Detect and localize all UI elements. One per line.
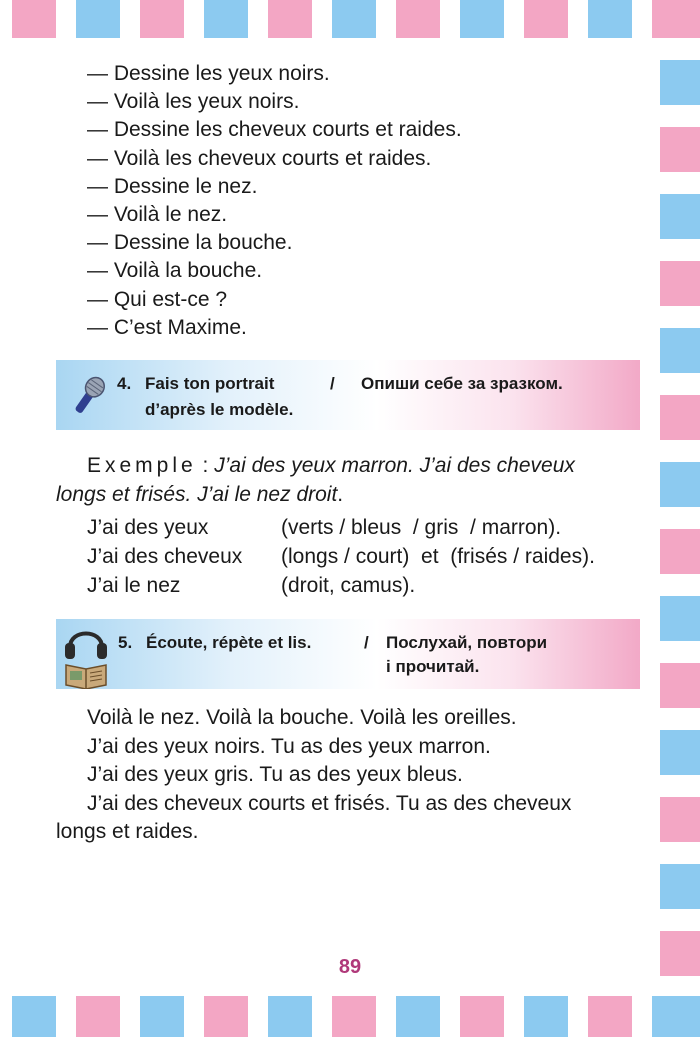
border-square <box>660 127 700 172</box>
border-square <box>268 996 312 1037</box>
example-colon: : <box>196 454 215 477</box>
reading-paragraph <box>56 704 646 847</box>
border-square <box>660 194 700 239</box>
dialog-line: — Dessine les cheveux courts et raides. <box>87 118 462 142</box>
border-square <box>524 996 568 1037</box>
dialog-line: — Voilà le nez. <box>87 203 228 227</box>
border-square <box>588 996 632 1037</box>
border-square <box>268 0 312 38</box>
pattern-left: J’ai le nez <box>87 574 181 597</box>
exercise-4-separator: / <box>330 374 335 393</box>
dialog-line: — Dessine le nez. <box>87 174 258 198</box>
border-square <box>588 0 632 38</box>
border-square <box>652 996 700 1037</box>
dialog-line: — Dessine les yeux noirs. <box>87 62 330 85</box>
pattern-left: J’ai des yeux <box>87 516 209 539</box>
border-square <box>660 60 700 105</box>
border-square <box>140 0 184 38</box>
example-period: . <box>337 482 344 506</box>
exercise-5-separator: / <box>364 633 369 652</box>
exercise-4-title-line2: d’après le modèle. <box>145 400 294 419</box>
border-square <box>660 730 700 775</box>
border-square <box>660 797 700 842</box>
example-text-line1: J’ai des yeux marron. J’ai des cheveux <box>214 454 575 477</box>
reading-line: J’ai des cheveux courts et frisés. Tu as des cheveux <box>87 791 572 815</box>
exercise-4-translation: Опиши себе за зразком. <box>361 374 563 393</box>
border-square <box>140 996 184 1037</box>
border-square <box>660 328 700 373</box>
border-square <box>660 596 700 641</box>
border-square <box>660 462 700 507</box>
dialog-line: — Dessine la bouche. <box>87 231 293 255</box>
reading-line: J’ai des yeux gris. Tu as des yeux bleus. <box>87 763 463 786</box>
microphone-icon <box>68 373 108 421</box>
border-square <box>204 0 248 38</box>
dialog-line: — Voilà les yeux noirs. <box>87 90 300 114</box>
border-square <box>332 0 376 38</box>
pattern-right: (longs / court) et (frisés / raides). <box>281 545 595 568</box>
example-label: Exemple <box>87 454 197 477</box>
border-square <box>660 261 700 306</box>
border-square <box>660 864 700 909</box>
pattern-right: (verts / bleus / gris / marron). <box>281 516 562 539</box>
reading-line: longs et raides. <box>56 820 199 843</box>
border-square <box>12 996 56 1037</box>
border-square <box>76 0 120 38</box>
dialog-line: — Qui est-ce ? <box>87 287 228 311</box>
border-square <box>332 996 376 1037</box>
border-square <box>660 529 700 574</box>
border-square <box>524 0 568 38</box>
dialog-line: — C’est Maxime. <box>87 315 247 339</box>
exercise-4-title-line1: Fais ton portrait <box>145 374 275 393</box>
border-square <box>460 0 504 38</box>
page-number: 89 <box>338 956 362 978</box>
dialog-line: — Voilà les cheveux courts et raides. <box>87 146 432 170</box>
border-square <box>204 996 248 1037</box>
border-square <box>396 996 440 1037</box>
border-square <box>652 0 700 38</box>
border-square <box>460 996 504 1037</box>
exercise-5-title: Écoute, répète et lis. <box>146 633 312 652</box>
exercise-5-number: 5. <box>118 633 133 652</box>
exercise-5-translation-line1: Послухай, повтори <box>386 633 548 652</box>
exercise-4-banner <box>56 360 640 430</box>
exercise-4-number: 4. <box>117 374 132 393</box>
exercise-5-translation-line2: і прочитай. <box>386 657 480 676</box>
dialog-block <box>87 60 462 342</box>
example-paragraph <box>56 452 646 509</box>
pattern-right: (droit, camus). <box>281 574 416 597</box>
dialog-line: — Voilà la bouche. <box>87 259 263 283</box>
headphones-book-icon <box>60 621 112 689</box>
border-square <box>76 996 120 1037</box>
border-square <box>660 395 700 440</box>
pattern-left: J’ai des cheveux <box>87 545 243 568</box>
reading-line: Voilà le nez. Voilà la bouche. Voilà les oreilles. <box>87 706 517 729</box>
border-square <box>396 0 440 38</box>
reading-line: J’ai des yeux noirs. Tu as des yeux marron. <box>87 734 491 758</box>
border-square <box>12 0 56 38</box>
example-text-line2: longs et frisés. J’ai le nez droit <box>56 482 338 506</box>
exercise-5-banner <box>56 619 640 689</box>
border-square <box>660 663 700 708</box>
